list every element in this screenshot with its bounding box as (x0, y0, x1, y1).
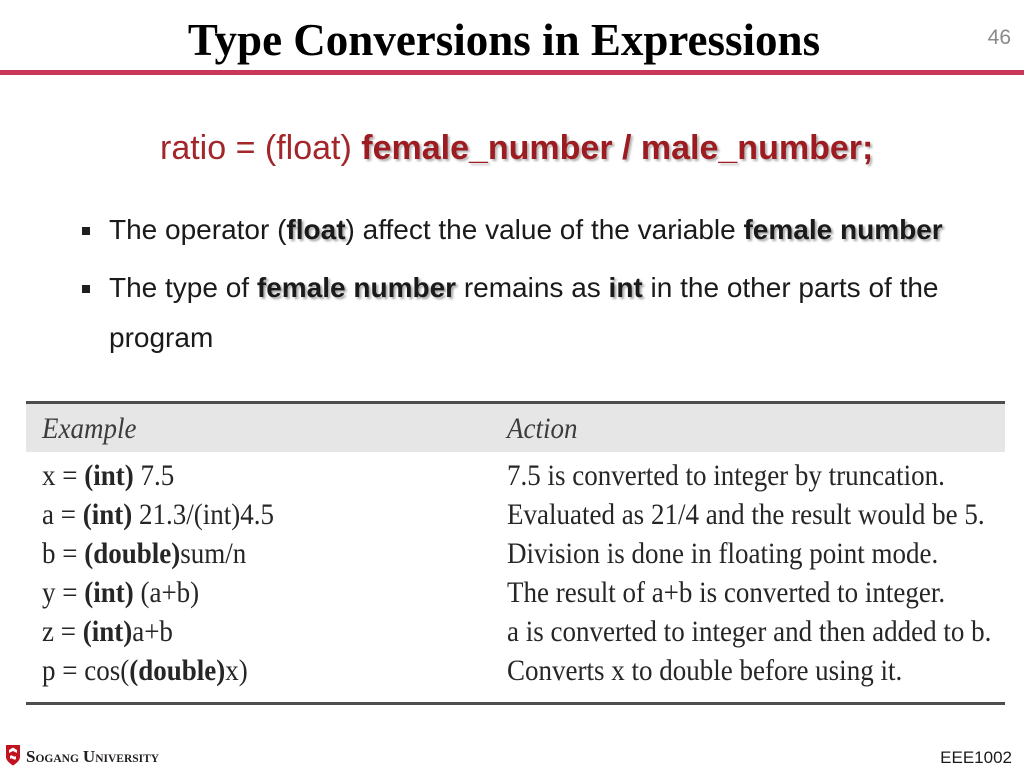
example-cell (42, 571, 199, 614)
bullet-list (0, 205, 989, 371)
university-logo-text (26, 748, 159, 768)
university-logo-word: UNIVERSITY (82, 747, 160, 766)
square-bullet-icon (82, 227, 90, 235)
title-divider-line (0, 70, 1024, 75)
example-text: a = (42, 497, 83, 531)
cast-operator: (int) (84, 575, 134, 609)
table-row (26, 612, 1005, 651)
table-row (26, 456, 1005, 495)
table-row (26, 573, 1005, 612)
cast-examples-table (26, 401, 1005, 705)
cast-operator: (double) (84, 536, 181, 570)
example-cell (42, 649, 248, 692)
table-body (26, 452, 1005, 702)
code-expression: female_number / male_number; (361, 129, 874, 167)
course-code: EEE1002 (940, 748, 1012, 767)
bullet-text: The operator ( (109, 214, 287, 245)
example-cell (42, 493, 274, 536)
table-row (26, 495, 1005, 534)
cast-operator: (int) (82, 497, 133, 531)
example-text: x) (225, 653, 248, 687)
action-cell: Division is done in floating point mode. (507, 536, 939, 570)
example-text: p = cos( (42, 653, 130, 687)
university-shield-icon (5, 744, 21, 766)
table-row (26, 534, 1005, 573)
action-cell: The result of a+b is converted to integer. (507, 575, 946, 609)
bullet-keyword: female number (743, 214, 943, 245)
example-text: sum/n (180, 536, 247, 570)
university-logo-word: SOGANG (26, 747, 79, 766)
example-cell (42, 532, 246, 575)
example-text: x = (42, 458, 85, 492)
example-text: y = (42, 575, 85, 609)
slide-title: Type Conversions in Expressions (187, 15, 821, 65)
example-cell (42, 454, 174, 497)
example-text: b = (42, 536, 85, 570)
column-header-example: Example (42, 411, 137, 445)
cast-operator: (int) (84, 458, 134, 492)
bullet-text: ) affect the value of the variable (345, 214, 744, 245)
table-header-row (26, 404, 1005, 452)
example-text: z = (42, 614, 83, 648)
example-text: 21.3/(int)4.5 (132, 497, 274, 531)
example-text: 7.5 (133, 458, 175, 492)
table-row (26, 651, 1005, 690)
page-number: 46 (987, 26, 1011, 49)
action-cell: 7.5 is converted to integer by truncation. (507, 458, 945, 492)
code-statement (160, 128, 873, 168)
bullet-item (0, 263, 989, 363)
cast-operator: (int) (82, 614, 133, 648)
cast-operator: (double) (129, 653, 226, 687)
example-cell (42, 610, 173, 653)
example-text: (a+b) (133, 575, 200, 609)
bullet-text: remains as (456, 272, 609, 303)
bullet-keyword: female number (256, 272, 457, 303)
bullet-keyword: int (608, 272, 643, 303)
example-text: a+b (132, 614, 173, 648)
square-bullet-icon (82, 285, 90, 293)
bullet-text: The type of (109, 272, 257, 303)
action-cell: a is converted to integer and then added to b. (507, 614, 992, 648)
bullet-item (0, 205, 989, 255)
bullet-text: in the other parts of the program (109, 272, 939, 353)
code-cast-prefix: ratio = (float) (160, 129, 362, 167)
column-header-action: Action (507, 411, 578, 445)
bullet-keyword: float (286, 214, 346, 245)
action-cell: Converts x to double before using it. (507, 653, 903, 687)
action-cell: Evaluated as 21/4 and the result would be 5. (507, 497, 985, 531)
